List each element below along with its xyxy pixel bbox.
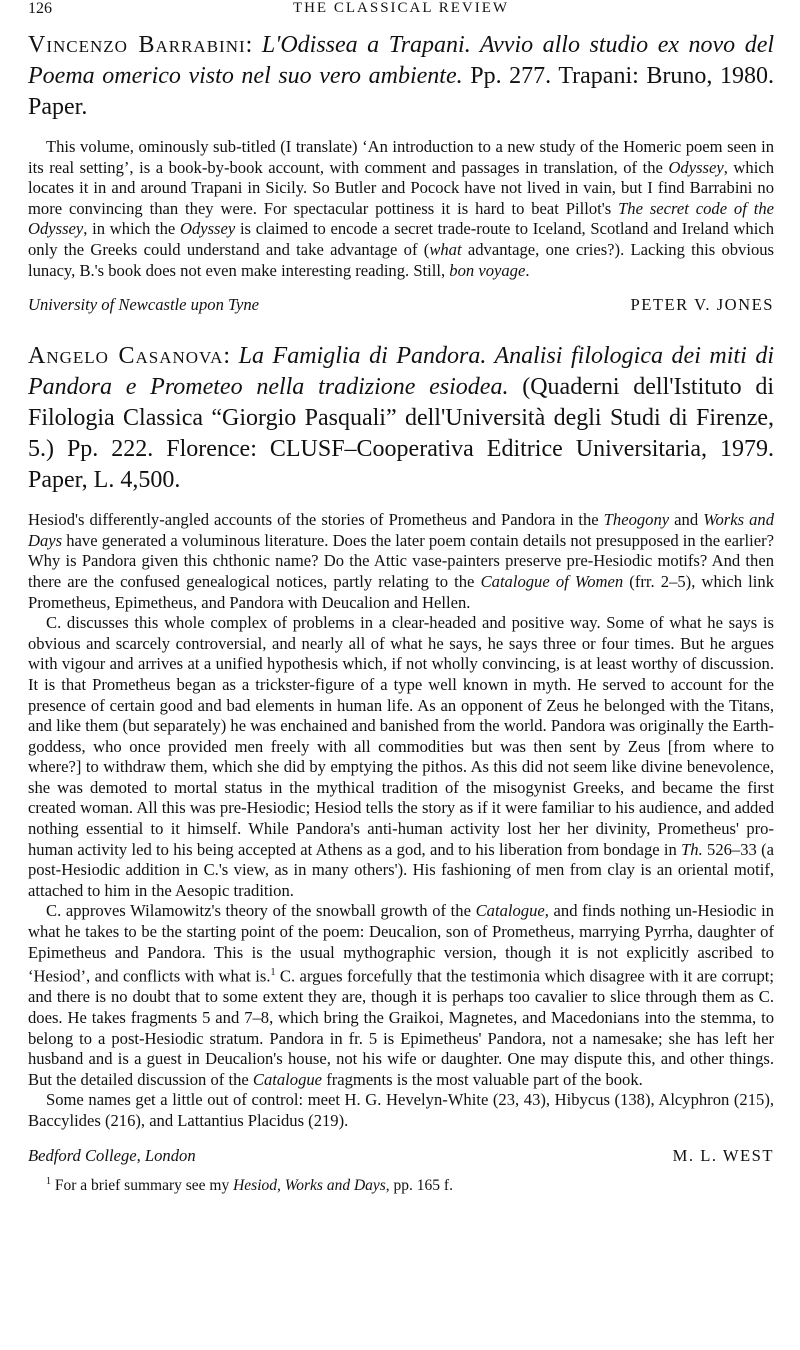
review-2-paragraph-2: C. discusses this whole complex of problems in a clear-headed and positive way. Some of what he says is obvious and scarcely controversial, and nearly all of what he says, he says three or four times. But he argues with vigour and arrives at a unified hypothesis which, if not wholly convincing, is at least worthy of discussion. It is that Prometheus began as a trickster-figure of a type well known in myth. He served to account for the presence of certain good and bad elements in human life. As an opponent of Zeus he belonged with the Titans, and like them (but separately) he was enchained and banished from the world. Pandora was originally the Earth-goddess, who once provided men freely with all commodities but was then sent by Zeus [from where to where?] to withdraw them, which she did by emptying the pithos. As this did not seem like divine benevolence, she was demoted to mortal status in the mythical tradition of the misogynist Greeks, and became the first created woman. All this was pre-Hesiodic; Hesiod tells the story as if it were familiar to his audience, and added nothing essential to it himself. While Pandora's anti-human activity lost her her divinity, Prometheus' pro-human activity led to his being accepted at Athens as a god, and to his liberation from bondage in Th. 526–33 (a post-Hesiodic addition in C.'s view, as in many others'). His fashioning of men from clay is an oriental motif, attached to him in the Aesopic tradition. (28, 613, 774, 900)
review-2-paragraph-1: Hesiod's differently-angled accounts of the stories of Prometheus and Pandora in the Theogony and Works and Days have generated a voluminous literature. Does the later poem contain details not presupposed in the earlier? Why is Pandora given this chthonic name? Do the Attic vase-painters preserve pre-Hesiodic motifs? And then there are the confused genealogical notices, partly relating to the Catalogue of Women (frr. 2–5), which link Prometheus, Epimetheus, and Pandora with Deucalion and Hellen. (28, 510, 775, 612)
page-number: 126 (28, 0, 52, 17)
review-2-body (28, 510, 774, 1131)
review-1-affiliation: University of Newcastle upon Tyne (28, 295, 260, 315)
review-2-paragraph-3: C. approves Wilamowitz's theory of the snowball growth of the Catalogue, and finds nothing un-Hesiodic in what he takes to be the starting point of the poem: Deucalion, son of Prometheus, marrying Pyrrha, daughter of Epimetheus and Pandora. This is the usual mythographic version, though it is not explicitly ascribed to ‘Hesiod’, and conflicts with what is.$^1$ C. argues forcefully that the testimonia which disagree with it are corrupt; and there is no doubt that to some extent they are, though it is perhaps too cavalier to slice through them as C. does. He takes fragments 5 and 7–8, which bring the Graikoi, Magnetes, and Macedonians into the stemma, to belong to a post-Hesiodic stratum. Pandora in fr. 5 is Epimetheus' Pandora, not a namesake; she has left her husband and is a guest in Deucalion's house, not his wife or daughter. One may dispute this, and other things. But the detailed discussion of the Catalogue fragments is the most valuable part of the book. (28, 901, 774, 1089)
review-1-reviewer: PETER V. JONES (630, 295, 774, 315)
review-1-author: Vincenzo Barrabini (28, 32, 246, 58)
review-1-signature (28, 295, 774, 315)
footnote-mark: 1 (46, 1175, 51, 1187)
review-2-paragraph-4: Some names get a little out of control: meet H. G. Hevelyn-White (23, 43), Hibycus (138), Alcyphron (215), Baccylides (216), and Lattantius Placidus (219). (28, 1090, 774, 1130)
review-2-affiliation: Bedford College, London (28, 1145, 196, 1165)
review-2-author: Angelo Casanova (28, 343, 224, 370)
review-2-reviewer: M. L. WEST (672, 1145, 774, 1165)
running-head (28, 0, 774, 22)
review-1-body: This volume, ominously sub-titled (I translate) ‘An introduction to a new study of the Homeric poem seen in its real setting’, is a book-by-book account, with comment and passages in translation, of the Odyssey, which locates it in and around Trapani in Sicily. So Butler and Pocock have not lived in vain, but I find Barrabini no more convincing than they were. For spectacular pottiness it is hard to beat Pillot's The secret code of the Odyssey, in which the Odyssey is claimed to encode a secret trade-route to Iceland, Scotland and Ireland which only the Greeks could understand and take advantage of (what advantage, one cries?). Lacking this obvious lunacy, B.'s book does not even make interesting reading. Still, bon voyage. (28, 137, 774, 280)
review-1-heading: Vincenzo Barrabini: L'Odissea a Trapani. Avvio allo studio ex novo del Poema omerico visto nel suo vero ambiente. Pp. 277. Trapani: Bruno, 1980. Paper. (28, 32, 775, 120)
footnote: $^1$ For a brief summary see my Hesiod, Works and Days, pp. 165 f. (46, 1175, 453, 1194)
review-2-details: (Quaderni dell'Istituto di Filologia Classica “Giorgio Pasquali” dell'Università degli Studi di Firenze, 5.) Pp. 222. Florence: CLUSF–Cooperativa Editrice Universitaria, 1979. Paper, L. 4,500. (28, 374, 775, 494)
review-2-signature (28, 1146, 774, 1166)
footnote-reference: 1 (270, 967, 276, 979)
review-1-details: Pp. 277. Trapani: Bruno, 1980. Paper. (28, 63, 774, 120)
review-2-heading: Angelo Casanova: La Famiglia di Pandora. Analisi filologica dei miti di Pandora e Prometeo nella tradizione esiodea. (Quaderni dell'Istituto di Filologia Classica “Giorgio Pasquali” dell'Università degli Studi di Firenze, 5.) Pp. 222. Florence: CLUSF–Cooperativa Editrice Universitaria, 1979. Paper, L. 4,500. (28, 343, 775, 494)
review-2-title: La Famiglia di Pandora. Analisi filologica dei miti di Pandora e Prometeo nella tradizione esiodea. (28, 343, 774, 401)
journal-title: THE CLASSICAL REVIEW (292, 0, 510, 16)
page (28, 0, 774, 1195)
review-1-title: L'Odissea a Trapani. Avvio allo studio ex novo del Poema omerico visto nel suo vero ambiente. (28, 32, 775, 89)
